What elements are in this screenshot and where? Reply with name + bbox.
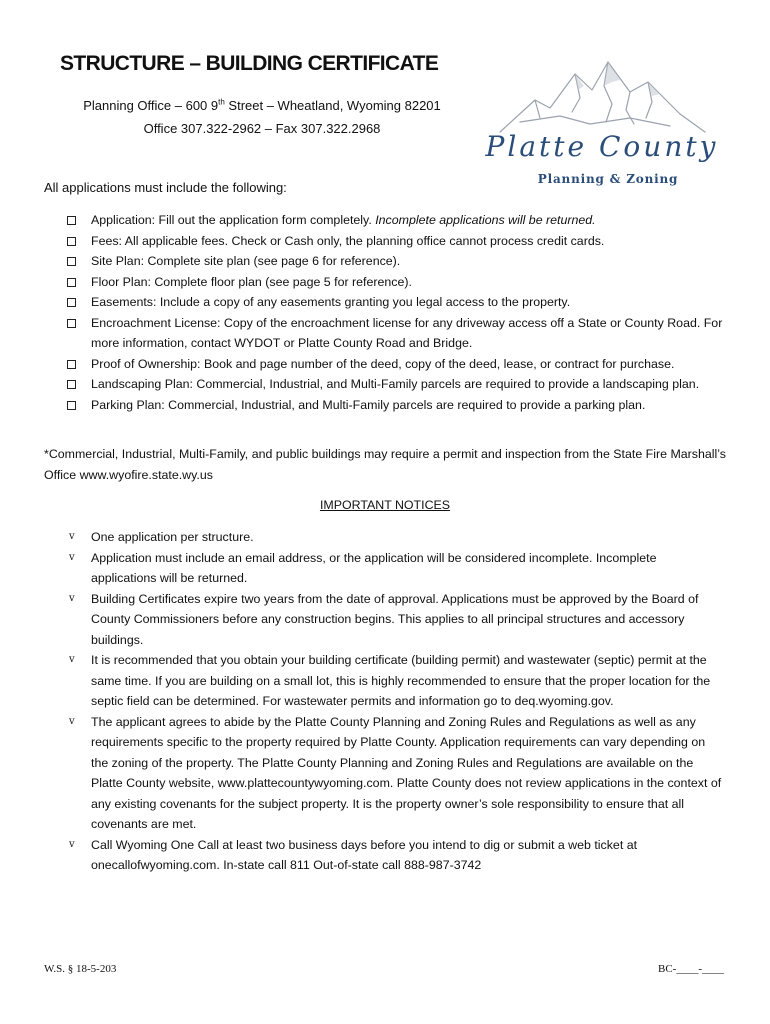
notice-text: The applicant agrees to abide by the Platte County Planning and Zoning Rules and Regulations as well as any requirements specific to the property required by Platte County. Application requirements can vary depending on the zoning of the property. The Platte County Planning and Zoning Rules and Regulations are available on the Platte County website, www.plattecountywyoming.com. Platte County does not review applications in the context of any existing covenants for the subject property. It is the property owner’s sole responsibility to ensure that all covenants are met. xyxy=(91,714,722,831)
checklist-item xyxy=(44,395,734,416)
checkbox-icon xyxy=(67,298,76,307)
checklist-item xyxy=(44,210,734,231)
notice-item xyxy=(44,589,722,651)
checklist-text: Easements: Include a copy of any easements granting you legal access to the property. xyxy=(91,295,571,309)
checkbox-icon xyxy=(67,401,76,410)
notice-text: Building Certificates expire two years from the date of approval. Applications must be approved by the Board of County Commissioners before any construction begins. This applies to all principal structures and accessory buildings. xyxy=(91,591,699,647)
notice-text: It is recommended that you obtain your building certificate (building permit) and wastewater (septic) permit at the same time. If you are building on a small lot, this is highly recommended to ensure that the proper location for the septic field can be determined. For wastewater permits and information go to deq.wyoming.gov. xyxy=(91,653,711,708)
logo-script-text: Platte County xyxy=(485,130,719,163)
checkbox-icon xyxy=(67,216,76,225)
notice-bullet-icon: v xyxy=(69,592,75,604)
checkbox-icon xyxy=(67,257,76,266)
checkbox-icon xyxy=(67,380,76,389)
checklist-text: Encroachment License: Copy of the encroachment license for any driveway access off a State or County Road. For more information, contact WYDOT or Platte County Road and Bridge. xyxy=(91,315,723,350)
notice-bullet-icon: v xyxy=(69,654,75,665)
notice-bullet-icon: v xyxy=(69,551,75,563)
checklist-text: Application: Fill out the application form completely. xyxy=(91,213,376,227)
checklist-item xyxy=(44,272,734,293)
important-notices-heading: IMPORTANT NOTICES xyxy=(319,498,451,512)
address-line xyxy=(52,94,472,117)
notice-text: Application must include an email address, or the application will be considered incomplete. Incomplete applications will be returned. xyxy=(91,550,657,585)
checklist-text: Fees: All applicable fees. Check or Cash only, the planning office cannot process credit cards. xyxy=(91,233,605,248)
notice-text: Call Wyoming One Call at least two business days before you intend to dig or submit a web ticket at onecallofwyoming.com. In-state call 811 Out-of-state call 888-987-3742 xyxy=(91,837,638,872)
checkbox-icon xyxy=(67,237,76,246)
address-superscript: th xyxy=(218,97,225,107)
fire-marshal-note: *Commercial, Industrial, Multi-Family, and public buildings may require a permit and inspection from the State Fire Marshall’s Office www.wyofire.state.wy.us xyxy=(44,447,726,482)
checkbox-icon xyxy=(67,319,76,328)
notice-bullet-icon: v xyxy=(69,838,75,850)
notice-text: One application per structure. xyxy=(91,530,254,544)
checklist-item xyxy=(44,354,734,375)
checklist-text: Parking Plan: Commercial, Industrial, and Multi-Family parcels are required to provide a parking plan. xyxy=(91,397,646,412)
logo-subtitle: Planning & Zoning xyxy=(537,172,679,186)
mountain-sketch-icon xyxy=(480,52,720,142)
page-title: STRUCTURE – BUILDING CERTIFICATE xyxy=(60,52,439,75)
checklist-text: Proof of Ownership: Book and page number of the deed, copy of the deed, lease, or contract for purchase. xyxy=(91,356,675,371)
notice-item xyxy=(44,527,722,548)
important-notices-list xyxy=(44,527,722,876)
requirements-checklist xyxy=(44,210,734,415)
checklist-item xyxy=(44,313,734,354)
checkbox-icon xyxy=(67,278,76,287)
checkbox-icon xyxy=(67,360,76,369)
address-text-end: Street – Wheatland, Wyoming 82201 xyxy=(224,98,441,113)
statute-reference: W.S. § 18-5-203 xyxy=(44,963,117,975)
notice-item xyxy=(44,548,722,589)
phone-line: Office 307.322-2962 – Fax 307.322.2968 xyxy=(143,121,381,136)
notice-item xyxy=(44,835,722,876)
requirements-intro: All applications must include the following: xyxy=(44,180,287,195)
checklist-item xyxy=(44,292,734,313)
checklist-item xyxy=(44,374,734,395)
checklist-text: Floor Plan: Complete floor plan (see page 5 for reference). xyxy=(91,274,412,289)
platte-county-logo xyxy=(480,52,720,192)
notice-bullet-icon: v xyxy=(69,715,75,727)
office-address xyxy=(52,94,472,140)
checklist-text: Site Plan: Complete site plan (see page 6 for reference). xyxy=(91,254,401,268)
form-id: BC-____-____ xyxy=(658,963,724,975)
checklist-text: Landscaping Plan: Commercial, Industrial, and Multi-Family parcels are required to provide a landscaping plan. xyxy=(91,377,700,391)
checklist-item xyxy=(44,251,734,272)
address-text: Planning Office – 600 9 xyxy=(83,98,219,113)
checklist-item xyxy=(44,231,734,252)
notice-bullet-icon: v xyxy=(69,531,75,542)
notice-item xyxy=(44,712,722,835)
notice-item xyxy=(44,650,722,712)
checklist-emphasis: Incomplete applications will be returned. xyxy=(375,213,596,227)
